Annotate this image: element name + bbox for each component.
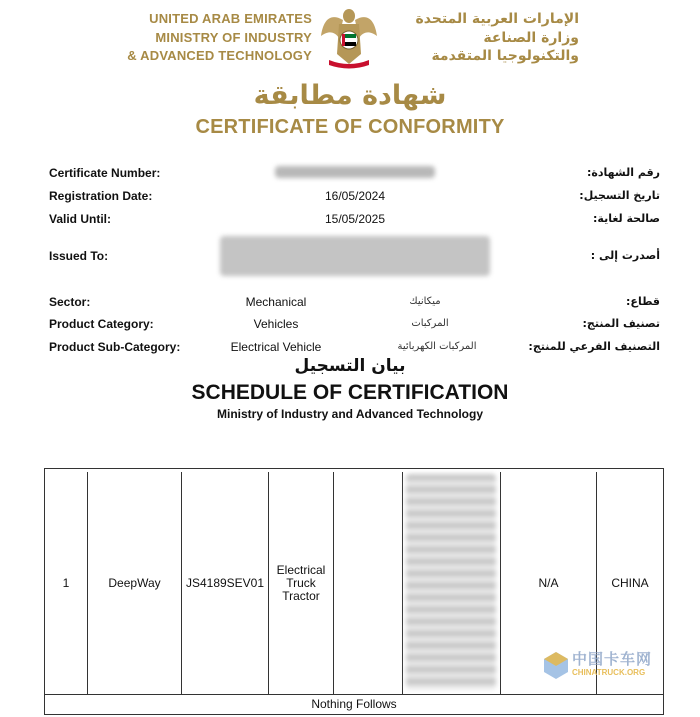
schedule-title-arabic: بيان التسجيل bbox=[294, 356, 406, 376]
product-sub-category-value-ar: المركبات الكهربائية bbox=[397, 341, 477, 352]
header-ar-line-2: وزارة الصناعة bbox=[483, 29, 579, 46]
sector-label-ar: قطاع: bbox=[626, 295, 660, 308]
table-cell-brand: DeepWay bbox=[108, 575, 161, 590]
sector-value-ar: ميكانيك bbox=[409, 296, 441, 307]
product-category-value-ar: المركبات bbox=[411, 318, 449, 329]
chinatruck-logo-icon bbox=[542, 650, 570, 680]
product-category-value: Vehicles bbox=[253, 317, 299, 331]
certificate-number-label-ar: رقم الشهادة: bbox=[586, 166, 660, 179]
valid-until-value: 15/05/2025 bbox=[324, 212, 386, 226]
sector-value: Mechanical bbox=[245, 295, 307, 309]
uae-falcon-emblem-icon bbox=[319, 2, 379, 72]
registration-date-value: 16/05/2024 bbox=[324, 189, 386, 203]
certificate-title-arabic: شهادة مطابقة bbox=[253, 80, 447, 111]
product-sub-category-value: Electrical Vehicle bbox=[230, 340, 322, 354]
issued-to-label: Issued To: bbox=[49, 249, 109, 263]
product-sub-category-label: Product Sub-Category: bbox=[49, 340, 181, 354]
certificate-title-english: CERTIFICATE OF CONFORMITY bbox=[195, 116, 505, 138]
table-cell-index: 1 bbox=[62, 575, 70, 590]
header-en-line-2: MINISTRY OF INDUSTRY bbox=[155, 29, 312, 45]
header-english bbox=[127, 10, 312, 66]
certificate-number-label: Certificate Number: bbox=[49, 166, 161, 180]
product-category-label-ar: تصنيف المنتج: bbox=[582, 317, 660, 330]
watermark-cn-text: 中国卡车网 bbox=[572, 650, 653, 668]
header-arabic bbox=[394, 10, 579, 66]
table-cell-description: Electrical Truck Tractor bbox=[276, 562, 326, 603]
registration-date-label-ar: تاريخ التسجيل: bbox=[579, 189, 660, 202]
valid-until-label: Valid Until: bbox=[49, 212, 112, 226]
certificate-number-redacted bbox=[275, 166, 435, 178]
product-sub-category-label-ar: التصنيف الفرعي للمنتج: bbox=[528, 340, 660, 353]
table-col-line bbox=[268, 472, 269, 694]
table-cell-redacted bbox=[406, 474, 496, 690]
issued-to-redacted bbox=[220, 236, 490, 276]
header-en-line-1: UNITED ARAB EMIRATES bbox=[149, 11, 312, 26]
valid-until-label-ar: صالحة لغاية: bbox=[593, 212, 660, 225]
table-cell-na: N/A bbox=[538, 575, 559, 590]
registration-date-label: Registration Date: bbox=[49, 189, 153, 203]
header-ar-line-3: والتكنولوجيا المتقدمة bbox=[431, 48, 579, 64]
watermark-en-text: CHINATRUCK.ORG bbox=[572, 668, 646, 677]
table-col-line bbox=[402, 472, 403, 694]
product-category-label: Product Category: bbox=[49, 317, 154, 331]
sector-label: Sector: bbox=[49, 295, 91, 309]
header-ar-line-1: الإمارات العربية المتحدة bbox=[415, 11, 579, 27]
schedule-title-english: SCHEDULE OF CERTIFICATION bbox=[191, 381, 509, 404]
table-cell-model: JS4189SEV01 bbox=[185, 575, 265, 590]
issued-to-label-ar: أصدرت إلى : bbox=[590, 249, 660, 262]
header-en-line-3: & ADVANCED TECHNOLOGY bbox=[127, 48, 312, 63]
nothing-follows-text: Nothing Follows bbox=[311, 697, 397, 711]
schedule-subtitle: Ministry of Industry and Advanced Technology bbox=[216, 407, 484, 421]
table-col-line bbox=[333, 472, 334, 694]
chinatruck-watermark bbox=[542, 646, 670, 696]
table-cell-country: CHINA bbox=[611, 575, 649, 590]
